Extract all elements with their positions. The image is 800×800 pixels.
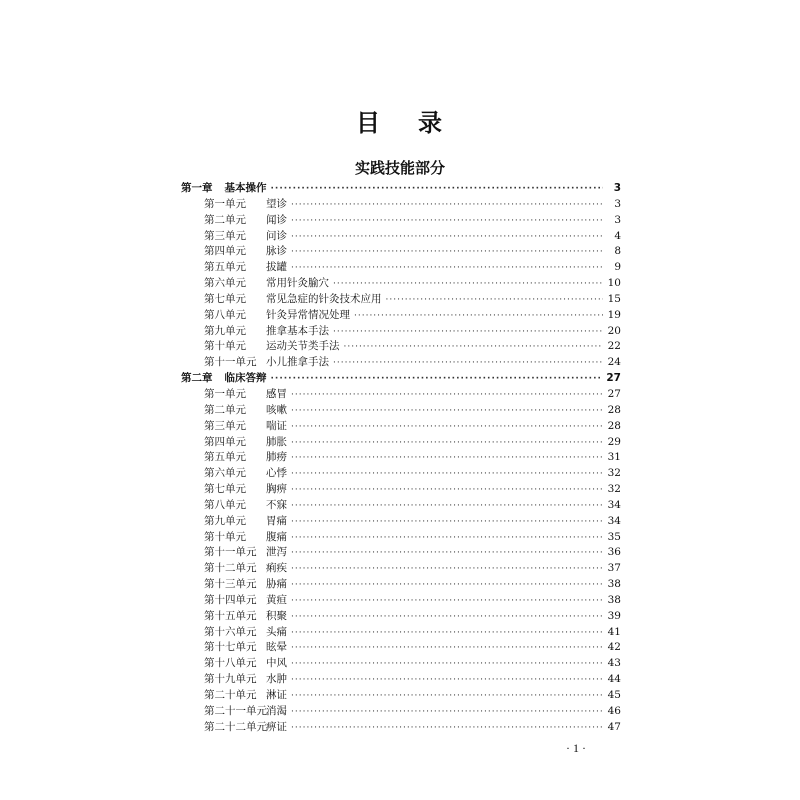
toc-unit-entry[interactable] [181, 213, 621, 229]
toc-entry-title: 胃痛 [266, 514, 287, 527]
page-title-char-2: 录 [418, 109, 444, 137]
toc-unit-entry[interactable] [181, 545, 621, 561]
toc-entry-page: 24 [607, 356, 621, 369]
toc-entry-number: 第六单元 [204, 277, 246, 290]
toc-unit-entry[interactable] [181, 292, 621, 308]
section-title: 实践技能部分 [354, 159, 445, 177]
toc-unit-entry[interactable] [181, 498, 621, 514]
toc-entry-number: 第十三单元 [204, 578, 257, 591]
toc-entry-number: 第二单元 [204, 403, 246, 416]
toc-unit-entry[interactable] [181, 561, 621, 577]
toc-entry-page: 19 [607, 308, 621, 321]
toc-entry-number: 第二章 [181, 372, 213, 385]
toc-entry-title: 临床答辩 [224, 372, 267, 385]
toc-entry-page: 28 [607, 403, 621, 416]
toc-unit-entry[interactable] [181, 593, 621, 609]
toc-entry-number: 第十七单元 [204, 641, 257, 654]
page-title [0, 103, 800, 138]
toc-leader-dots [291, 198, 603, 214]
toc-leader-dots [291, 230, 603, 246]
toc-leader-dots [344, 340, 604, 356]
toc-entry-number: 第十九单元 [204, 673, 257, 686]
toc-entry-number: 第二十二单元 [204, 720, 267, 733]
toc-entry-title: 喘证 [266, 419, 287, 432]
toc-entry-title: 水肿 [266, 673, 287, 686]
toc-leader-dots [333, 356, 603, 372]
toc-entry-title: 常见急症的针灸技术应用 [266, 292, 382, 305]
toc-entry-number: 第十一单元 [204, 546, 257, 559]
toc-entry-title: 中风 [266, 657, 287, 670]
toc-entry-title: 不寐 [266, 498, 287, 511]
toc-leader-dots [291, 515, 603, 531]
toc-entry-title: 腹痛 [266, 530, 287, 543]
toc-entry-page: 3 [614, 197, 621, 210]
toc-entry-page: 42 [607, 641, 621, 654]
toc-unit-entry[interactable] [181, 197, 621, 213]
toc-unit-entry[interactable] [181, 419, 621, 435]
toc-leader-dots [271, 372, 603, 388]
toc-entry-title: 推拿基本手法 [266, 324, 329, 337]
toc-leader-dots [291, 451, 603, 467]
toc-unit-entry[interactable] [181, 276, 621, 292]
toc-entry-number: 第十二单元 [204, 562, 257, 575]
toc-entry-number: 第十五单元 [204, 609, 257, 622]
toc-entry-page: 32 [607, 483, 621, 496]
toc-entry-number: 第十六单元 [204, 625, 257, 638]
toc-unit-entry[interactable] [181, 609, 621, 625]
toc-unit-entry[interactable] [181, 435, 621, 451]
toc-leader-dots [291, 578, 603, 594]
toc-entry-number: 第七单元 [204, 292, 246, 305]
toc-entry-title: 问诊 [266, 229, 287, 242]
toc-entry-number: 第九单元 [204, 324, 246, 337]
toc-entry-number: 第九单元 [204, 514, 246, 527]
toc-entry-page: 10 [607, 277, 621, 290]
toc-leader-dots [291, 499, 603, 515]
toc-leader-dots [354, 309, 603, 325]
toc-entry-title: 感冒 [266, 387, 287, 400]
toc-leader-dots [291, 657, 603, 673]
toc-entry-page: 9 [614, 261, 621, 274]
toc-entry-number: 第五单元 [204, 261, 246, 274]
toc-entry-page: 4 [614, 229, 621, 242]
toc-leader-dots [291, 594, 603, 610]
toc-leader-dots [291, 420, 603, 436]
toc-entry-page: 43 [607, 657, 621, 670]
toc-unit-entry[interactable] [181, 640, 621, 656]
toc-entry-title: 眩晕 [266, 641, 287, 654]
toc-entry-title: 泄泻 [266, 546, 287, 559]
toc-leader-dots [291, 562, 603, 578]
toc-unit-entry[interactable] [181, 355, 621, 371]
toc-entry-page: 47 [607, 720, 621, 733]
toc-entry-title: 肺痨 [266, 451, 287, 464]
toc-entry-title: 脉诊 [266, 245, 287, 258]
toc-unit-entry[interactable] [181, 704, 621, 720]
toc-leader-dots [291, 531, 603, 547]
toc-list [181, 181, 621, 736]
toc-leader-dots [291, 214, 603, 230]
toc-unit-entry[interactable] [181, 450, 621, 466]
toc-unit-entry[interactable] [181, 339, 621, 355]
toc-leader-dots [291, 483, 603, 499]
toc-entry-page: 27 [606, 372, 621, 385]
toc-entry-number: 第三单元 [204, 419, 246, 432]
toc-leader-dots [291, 388, 603, 404]
toc-leader-dots [291, 641, 603, 657]
toc-entry-number: 第三单元 [204, 229, 246, 242]
toc-entry-page: 32 [607, 467, 621, 480]
toc-entry-page: 45 [607, 689, 621, 701]
toc-entry-page: 28 [607, 419, 621, 432]
toc-unit-entry[interactable] [181, 308, 621, 324]
toc-chapter-entry[interactable] [181, 371, 621, 387]
toc-entry-number: 第六单元 [204, 467, 246, 480]
toc-unit-entry[interactable] [181, 625, 621, 641]
toc-leader-dots [386, 293, 604, 309]
toc-entry-title: 消渴 [266, 704, 287, 717]
toc-unit-entry[interactable] [181, 260, 621, 276]
toc-entry-title: 淋证 [266, 689, 287, 701]
toc-entry-title: 闻诊 [266, 213, 287, 226]
toc-entry-number: 第八单元 [204, 308, 246, 321]
toc-entry-page: 8 [614, 245, 621, 258]
toc-entry-page: 3 [613, 182, 621, 194]
toc-entry-title: 拔罐 [266, 261, 287, 274]
toc-entry-number: 第四单元 [204, 245, 246, 258]
toc-entry-number: 第十单元 [204, 530, 246, 543]
toc-entry-title: 运动关节类手法 [266, 340, 340, 353]
toc-entry-page: 31 [607, 451, 621, 464]
toc-entry-title: 肺胀 [266, 435, 287, 448]
toc-entry-title: 胸痹 [266, 483, 287, 496]
toc-leader-dots [291, 689, 603, 705]
toc-entry-number: 第七单元 [204, 483, 246, 496]
toc-entry-title: 积聚 [266, 609, 287, 622]
toc-entry-page: 15 [607, 292, 621, 305]
toc-entry-number: 第五单元 [204, 451, 246, 464]
toc-entry-title: 头痛 [266, 625, 287, 638]
toc-leader-dots [333, 277, 603, 293]
toc-entry-page: 34 [607, 514, 621, 527]
toc-entry-page: 22 [607, 340, 621, 353]
toc-entry-number: 第二单元 [204, 213, 246, 226]
toc-entry-page: 36 [607, 546, 621, 559]
toc-leader-dots [291, 721, 603, 737]
toc-leader-dots [333, 325, 603, 341]
toc-entry-title: 痢疾 [266, 562, 287, 575]
toc-entry-page: 39 [607, 609, 621, 622]
toc-entry-page: 41 [607, 625, 621, 638]
toc-entry-title: 小儿推拿手法 [266, 356, 329, 369]
toc-entry-number: 第八单元 [204, 498, 246, 511]
toc-entry-page: 20 [607, 324, 621, 337]
toc-unit-entry[interactable] [181, 672, 621, 688]
toc-leader-dots [291, 705, 603, 721]
toc-entry-number: 第一单元 [204, 197, 246, 210]
page-title-char-1: 目 [356, 109, 382, 137]
toc-entry-title: 心悸 [266, 467, 287, 480]
toc-leader-dots [271, 182, 604, 198]
toc-leader-dots [291, 245, 603, 261]
toc-entry-title: 针灸异常情况处理 [266, 308, 350, 321]
toc-entry-page: 34 [607, 498, 621, 511]
toc-unit-entry[interactable] [181, 229, 621, 245]
toc-unit-entry[interactable] [181, 403, 621, 419]
toc-leader-dots [291, 404, 603, 420]
toc-unit-entry[interactable] [181, 466, 621, 482]
toc-unit-entry[interactable] [181, 656, 621, 672]
toc-entry-page: 38 [607, 593, 621, 606]
toc-unit-entry[interactable] [181, 530, 621, 546]
toc-leader-dots [291, 261, 603, 277]
toc-entry-page: 46 [607, 704, 621, 717]
toc-entry-number: 第十一单元 [204, 356, 257, 369]
toc-leader-dots [291, 546, 603, 562]
toc-entry-number: 第一单元 [204, 387, 246, 400]
toc-leader-dots [291, 610, 603, 626]
toc-unit-entry[interactable] [181, 688, 621, 704]
toc-unit-entry[interactable] [181, 577, 621, 593]
toc-entry-page: 27 [607, 387, 621, 400]
toc-entry-page: 3 [614, 213, 621, 226]
toc-leader-dots [291, 436, 603, 452]
toc-entry-page: 38 [607, 578, 621, 591]
toc-leader-dots [291, 467, 603, 483]
toc-entry-number: 第十八单元 [204, 657, 257, 670]
toc-unit-entry[interactable] [181, 324, 621, 340]
page-number: · 1 · [566, 741, 586, 755]
toc-entry-number: 第二十一单元 [204, 704, 267, 717]
toc-entry-number: 第十单元 [204, 340, 246, 353]
toc-entry-title: 痹证 [266, 720, 287, 733]
toc-entry-title: 咳嗽 [266, 403, 287, 416]
toc-leader-dots [291, 673, 603, 689]
toc-entry-title: 基本操作 [224, 182, 267, 194]
toc-entry-number: 第一章 [181, 182, 213, 194]
toc-unit-entry[interactable] [181, 482, 621, 498]
toc-entry-number: 第二十单元 [204, 689, 257, 701]
toc-entry-title: 黄疸 [266, 593, 287, 606]
toc-entry-number: 第四单元 [204, 435, 246, 448]
toc-unit-entry[interactable] [181, 514, 621, 530]
toc-entry-title: 常用针灸腧穴 [266, 277, 329, 290]
toc-entry-page: 37 [607, 562, 621, 575]
toc-leader-dots [291, 626, 603, 642]
toc-entry-title: 胁痛 [266, 578, 287, 591]
toc-entry-page: 44 [607, 673, 621, 686]
toc-unit-entry[interactable] [181, 244, 621, 260]
toc-unit-entry[interactable] [181, 387, 621, 403]
toc-entry-page: 35 [607, 530, 621, 543]
toc-unit-entry[interactable] [181, 720, 621, 736]
toc-chapter-entry[interactable] [181, 181, 621, 197]
toc-entry-number: 第十四单元 [204, 593, 257, 606]
toc-entry-title: 望诊 [266, 197, 287, 210]
toc-entry-page: 29 [607, 435, 621, 448]
